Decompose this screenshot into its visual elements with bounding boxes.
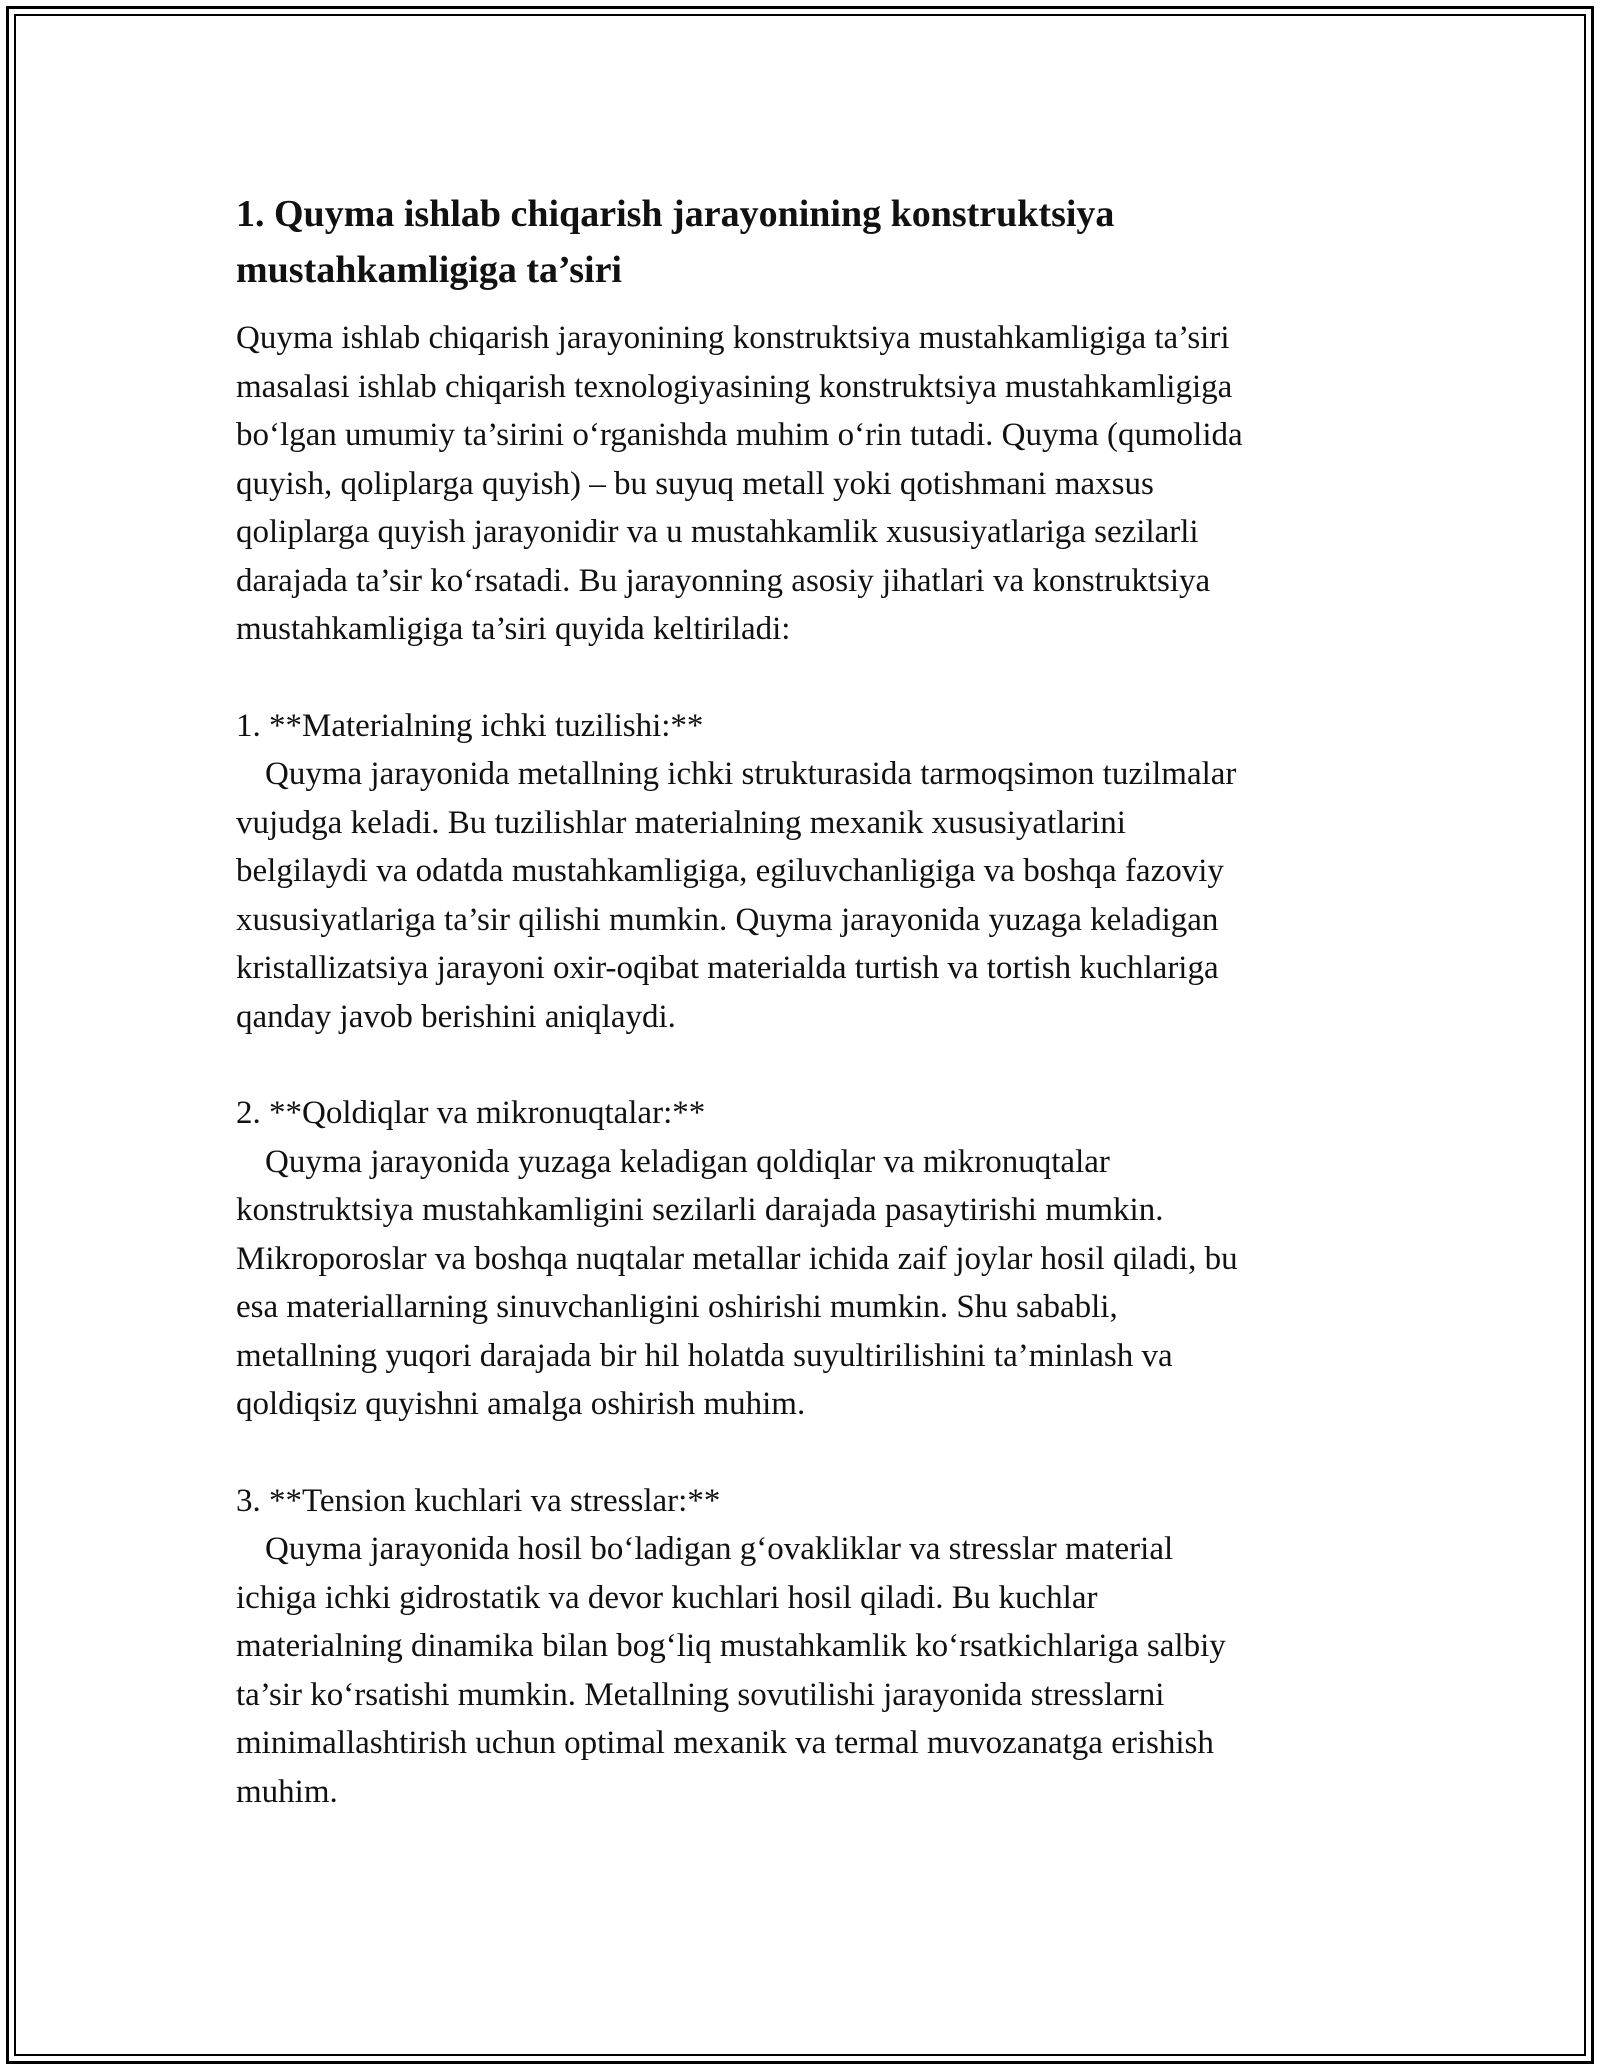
paragraph-line: Quyma jarayonida yuzaga keladigan qoldiqlar va mikronuqtalar [265, 1143, 1110, 1180]
paragraph-line: muhim. [236, 1773, 338, 1810]
paragraph-line: esa materiallarning sinuvchanligini oshirishi mumkin. Shu sababli, [236, 1289, 1118, 1325]
section-heading: 1. **Materialning ichki tuzilishi:** [236, 707, 704, 744]
paragraph-line: darajada ta’sir ko‘rsatadi. Bu jarayonning asosiy jihatlari va konstruktsiya [236, 562, 1211, 599]
paragraph-line: quyish, qoliplarga quyish) – bu suyuq metall yoki qotishmani maxsus [236, 465, 1154, 502]
paragraph-line: bo‘lgan umumiy ta’sirini o‘rganishda muhim o‘rin tutadi. Quyma (qumolida [236, 417, 1243, 453]
paragraph-line: Mikroporoslar va boshqa nuqtalar metallar ichida zaif joylar hosil qiladi, bu [236, 1240, 1238, 1277]
section-heading: 2. **Qoldiqlar va mikronuqtalar:** [236, 1095, 706, 1131]
title-line: mustahkamligiga ta’siri [236, 249, 622, 291]
list-item-section [236, 1089, 1376, 1429]
paragraph-line: Quyma ishlab chiqarish jarayonining konstruktsiya mustahkamligiga ta’siri [236, 320, 1230, 356]
paragraph-line: konstruktsiya mustahkamligini sezilarli darajada pasaytirishi mumkin. [236, 1192, 1164, 1228]
section-heading: 3. **Tension kuchlari va stresslar:** [236, 1482, 721, 1519]
document-body [236, 186, 1376, 1816]
paragraph-line: qoldiqsiz quyishni amalga oshirish muhim. [236, 1386, 806, 1422]
paragraph-line: belgilaydi va odatda mustahkamligiga, egiluvchanligiga va boshqa fazoviy [236, 853, 1224, 889]
paragraph-line: masalasi ishlab chiqarish texnologiyasining konstruktsiya mustahkamligiga [236, 368, 1233, 405]
paragraph-line: materialning dinamika bilan bog‘liq mustahkamlik ko‘rsatkichlariga salbiy [236, 1628, 1226, 1664]
paragraph-line: Quyma jarayonida hosil bo‘ladigan g‘ovakliklar va stresslar material [265, 1531, 1174, 1567]
list-item-section [236, 1477, 1376, 1817]
paragraph-line: ta’sir ko‘rsatishi mumkin. Metallning sovutilishi jarayonida stresslarni [236, 1676, 1165, 1713]
paragraph-line: qoliplarga quyish jarayonidir va u mustahkamlik xususiyatlariga sezilarli [236, 514, 1199, 550]
paragraph-line: Quyma jarayonida metallning ichki strukturasida tarmoqsimon tuzilmalar [265, 756, 1237, 792]
paragraph-line: minimallashtirish uchun optimal mexanik va termal muvozanatga erishish [236, 1725, 1214, 1761]
title-line: 1. Quyma ishlab chiqarish jarayonining konstruktsiya [236, 193, 1115, 235]
paragraph-line: mustahkamligiga ta’siri quyida keltiriladi: [236, 611, 791, 647]
document-title [236, 186, 1376, 298]
paragraph-line: ichiga ichki gidrostatik va devor kuchlari hosil qiladi. Bu kuchlar [236, 1579, 1098, 1616]
paragraph-line: qanday javob berishini aniqlaydi. [236, 998, 676, 1035]
list-item-section [236, 702, 1376, 1042]
intro-paragraph [236, 314, 1376, 654]
paragraph-line: kristallizatsiya jarayoni oxir-oqibat materialda turtish va tortish kuchlariga [236, 950, 1219, 986]
paragraph-line: vujudga keladi. Bu tuzilishlar materialning mexanik xususiyatlarini [236, 804, 1126, 841]
paragraph-line: xususiyatlariga ta’sir qilishi mumkin. Quyma jarayonida yuzaga keladigan [236, 901, 1219, 938]
paragraph-line: metallning yuqori darajada bir hil holatda suyultirilishini ta’minlash va [236, 1337, 1173, 1374]
